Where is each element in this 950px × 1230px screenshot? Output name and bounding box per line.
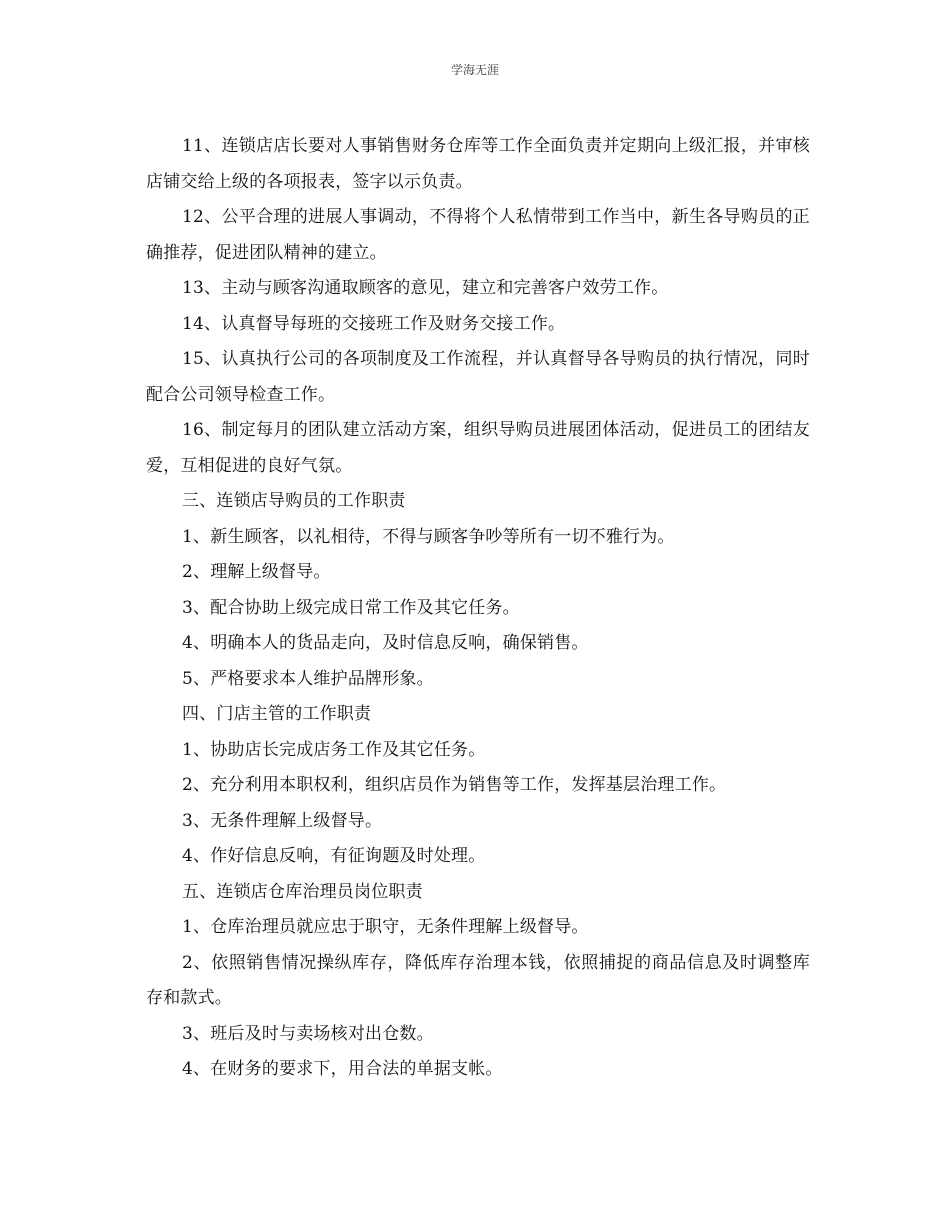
paragraph: 3、配合协助上级完成日常工作及其它任务。: [182, 597, 520, 618]
section-heading: 三、连锁店导购员的工作职责: [182, 491, 406, 511]
paragraph: 2、依照销售情况操纵库存，降低库存治理本钱，依照捕捉的商品信息及时调整库存和款式。: [146, 952, 810, 1008]
paragraph: 4、明确本人的货品走向，及时信息反响，确保销售。: [182, 633, 589, 653]
paragraph: 1、仓库治理员就应忠于职守，无条件理解上级督导。: [182, 917, 589, 937]
paragraph: 2、充分利用本职权利，组织店员作为销售等工作，发挥基层治理工作。: [182, 775, 727, 795]
paragraph: 15、认真执行公司的各项制度及工作流程，并认真督导各导购员的执行情况，同时配合公司领导检查工作。: [146, 349, 810, 405]
section-heading: 四、门店主管的工作职责: [182, 704, 372, 724]
paragraph: 13、主动与顾客沟通取顾客的意见，建立和完善客户效劳工作。: [182, 278, 669, 298]
section-heading: 五、连锁店仓库治理员岗位职责: [182, 881, 423, 902]
paragraph: 16、制定每月的团队建立活动方案，组织导购员进展团体活动，促进员工的团结友爱，互相促进的良好气氛。: [146, 420, 810, 476]
paragraph: 5、严格要求本人维护品牌形象。: [182, 668, 434, 689]
paragraph: 12、公平合理的进展人事调动，不得将个人私情带到工作当中，新生各导购员的正确推荐，促进团队精神的建立。: [146, 207, 810, 263]
paragraph: 1、协助店长完成店务工作及其它任务。: [182, 739, 486, 760]
paragraph: 2、理解上级督导。: [182, 562, 331, 582]
document-body: [146, 129, 810, 1088]
paragraph: 11、连锁店店长要对人事销售财务仓库等工作全面负责并定期向上级汇报，并审核店铺交给上级的各项报表，签字以示负责。: [146, 136, 810, 192]
paragraph: 4、作好信息反响，有征询题及时处理。: [182, 846, 486, 866]
paragraph: 3、无条件理解上级督导。: [182, 810, 383, 831]
paragraph: 4、在财务的要求下，用合法的单据支帐。: [182, 1059, 503, 1079]
paragraph: 1、新生顾客，以礼相待，不得与顾客争吵等所有一切不雅行为。: [182, 526, 675, 547]
paragraph: 14、认真督导每班的交接班工作及财务交接工作。: [182, 313, 566, 334]
page-header: 学海无涯: [450, 63, 499, 77]
paragraph: 3、班后及时与卖场核对出仓数。: [182, 1023, 434, 1044]
